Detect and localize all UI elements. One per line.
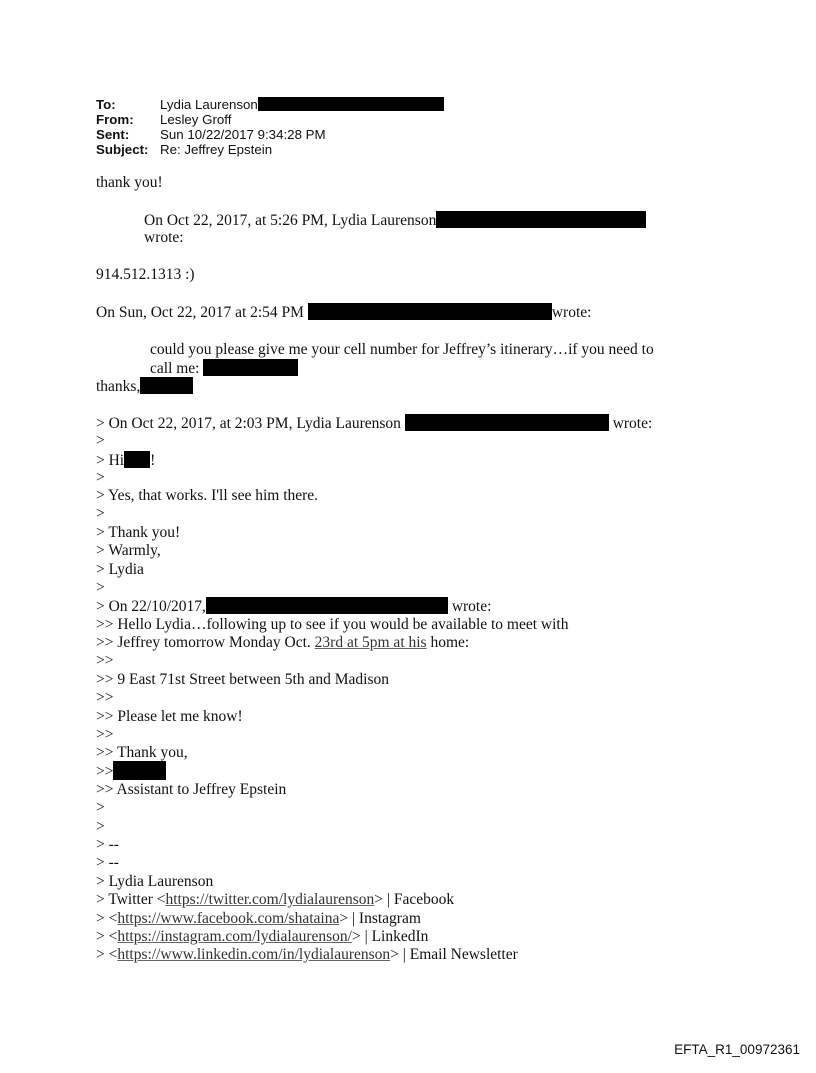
quoted-line: >> 9 East 71st Street between 5th and Madison: [96, 671, 389, 688]
redaction: [436, 211, 646, 228]
quoted-line: >>: [96, 689, 114, 706]
subject-label: Subject:: [96, 142, 149, 157]
redaction: [113, 761, 166, 780]
redaction: [124, 451, 150, 468]
quoted-line: >> Hello Lydia…following up to see if you would be available to meet with: [96, 616, 569, 633]
quoted-line: > Hi !: [96, 452, 156, 469]
quoted-line: >> Thank you,: [96, 744, 188, 761]
twitter-link[interactable]: https://twitter.com/lydialaurenson: [165, 891, 375, 908]
redaction: [405, 414, 609, 431]
quoted-line: > Thank you!: [96, 524, 181, 541]
quoted-line: >> Please let me know!: [96, 708, 243, 725]
quoted-line: wrote:: [144, 229, 184, 246]
quoted-line: >: [96, 579, 105, 596]
redaction: [140, 377, 193, 394]
to-label: To:: [96, 97, 116, 112]
quoted-line: thanks,: [96, 377, 193, 396]
redaction: [206, 597, 448, 614]
quoted-line: >: [96, 432, 105, 449]
body-line: thank you!: [96, 174, 163, 191]
phone-line: 914.512.1313 :): [96, 266, 195, 283]
quoted-line: > On 22/10/2017, wrote:: [96, 598, 492, 615]
quoted-line: > --: [96, 854, 119, 871]
subject-value: Re: Jeffrey Epstein: [160, 142, 273, 157]
quoted-line: >: [96, 505, 105, 522]
facebook-link[interactable]: https://www.facebook.com/shataina: [117, 910, 340, 927]
sent-label: Sent:: [96, 127, 130, 142]
document-id: EFTA_R1_00972361: [674, 1042, 800, 1057]
quoted-line: >>: [96, 763, 114, 780]
quoted-line: >>: [96, 652, 114, 669]
redaction: [258, 97, 444, 111]
quoted-line: > On Oct 22, 2017, at 2:03 PM, Lydia Laurenson wrote:: [96, 415, 653, 432]
quoted-line: >> Assistant to Jeffrey Epstein: [96, 781, 287, 798]
to-value: Lydia Laurenson: [160, 97, 444, 113]
quoted-line: > <https://www.facebook.com/shataina> | Instagram: [96, 910, 421, 927]
quoted-line: On Oct 22, 2017, at 5:26 PM, Lydia Laurenson: [144, 211, 646, 230]
quoted-line: > Warmly,: [96, 542, 161, 559]
quoted-line: > Lydia: [96, 561, 144, 578]
quoted-line: call me:: [150, 359, 298, 378]
quoted-line: >> Jeffrey tomorrow Monday Oct. 23rd at 5pm at his home:: [96, 634, 470, 651]
date-link[interactable]: 23rd at 5pm at his: [314, 634, 427, 651]
quoted-line: >: [96, 469, 105, 486]
quoted-line: >: [96, 818, 105, 835]
redaction: [308, 303, 552, 320]
instagram-link[interactable]: https://instagram.com/lydialaurenson/: [117, 928, 352, 945]
from-label: From:: [96, 112, 134, 127]
signature-name: > Lydia Laurenson: [96, 873, 214, 890]
quoted-line: On Sun, Oct 22, 2017 at 2:54 PM wrote:: [96, 304, 592, 321]
quoted-line: >: [96, 799, 105, 816]
quoted-line: could you please give me your cell number for Jeffrey’s itinerary…if you need to: [150, 341, 654, 358]
quoted-line: > <https://instagram.com/lydialaurenson/> | LinkedIn: [96, 928, 429, 945]
quoted-line: >>: [96, 726, 114, 743]
redaction: [203, 359, 298, 376]
quoted-line: > <https://www.linkedin.com/in/lydialaurenson> | Email Newsletter: [96, 946, 518, 963]
quoted-line: > Twitter <https://twitter.com/lydialaurenson> | Facebook: [96, 891, 455, 908]
quoted-line: > Yes, that works. I'll see him there.: [96, 487, 319, 504]
from-value: Lesley Groff: [160, 112, 232, 127]
quoted-line: > --: [96, 836, 119, 853]
sent-value: Sun 10/22/2017 9:34:28 PM: [160, 127, 326, 142]
linkedin-link[interactable]: https://www.linkedin.com/in/lydialaurenson: [117, 946, 391, 963]
